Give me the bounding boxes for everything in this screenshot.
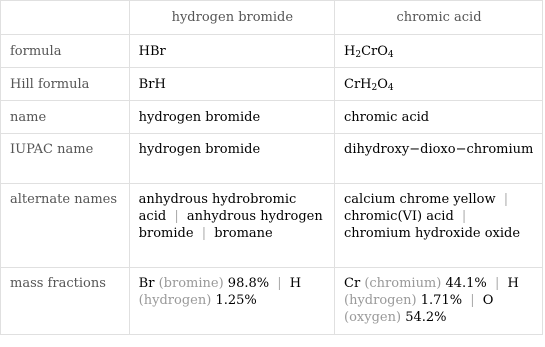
row-label-name: name xyxy=(1,101,130,134)
separator: | xyxy=(174,209,179,224)
hill-formula-chromic-acid xyxy=(335,68,543,101)
row-label-formula: formula xyxy=(1,35,130,68)
formula-hydrogen-bromide xyxy=(129,35,334,68)
row-label-alternate-names: alternate names xyxy=(1,184,130,268)
header-hydrogen-bromide: hydrogen bromide xyxy=(129,1,334,35)
mass-fraction-value: 44.1% xyxy=(445,276,487,291)
mass-fractions-chromic-acid xyxy=(335,268,543,335)
row-iupac-name xyxy=(1,134,543,184)
row-name xyxy=(1,101,543,134)
formula-text: HBr xyxy=(138,43,166,59)
hill-formula-hydrogen-bromide xyxy=(129,68,334,101)
iupac-name-hydrogen-bromide: hydrogen bromide xyxy=(129,134,334,184)
mass-fraction-value: 98.8% xyxy=(227,276,270,291)
formula-part: O xyxy=(377,76,388,92)
row-alternate-names xyxy=(1,184,543,268)
formula-part: CrH xyxy=(344,76,372,92)
alternate-name: anhydrous hydrogen bromide xyxy=(138,209,323,241)
element-name: (hydrogen) xyxy=(138,293,212,308)
element-symbol: H xyxy=(507,276,519,291)
header-row xyxy=(1,1,543,35)
formula-part: CrO xyxy=(361,43,388,59)
element-name: (hydrogen) xyxy=(344,293,417,308)
hill-formula-text: BrH xyxy=(138,76,166,92)
alternate-names-chromic-acid xyxy=(335,184,543,268)
name-chromic-acid: chromic acid xyxy=(335,101,543,134)
alternate-name: chromic(VI) acid xyxy=(344,209,454,224)
iupac-name-chromic-acid: dihydroxy−dioxo−chromium xyxy=(335,134,543,184)
element-name: (chromium) xyxy=(364,276,442,291)
separator: | xyxy=(503,192,509,207)
formula-subscript: 2 xyxy=(355,49,362,60)
row-label-iupac-name: IUPAC name xyxy=(1,134,130,184)
formula-subscript: 4 xyxy=(387,49,394,60)
mass-fraction-value: 1.25% xyxy=(215,293,257,308)
separator: | xyxy=(494,276,500,291)
element-symbol: Br xyxy=(138,276,155,291)
alternate-name: anhydrous hydrobromic acid xyxy=(138,192,297,224)
formula-part: H xyxy=(344,43,356,59)
mass-fractions-hydrogen-bromide xyxy=(129,268,334,335)
element-symbol: Cr xyxy=(344,276,361,291)
alternate-name: bromane xyxy=(214,226,273,241)
header-chromic-acid: chromic acid xyxy=(335,1,543,35)
formula-subscript: 4 xyxy=(387,82,394,93)
formula-subscript: 2 xyxy=(371,82,378,93)
mass-fraction-value: 54.2% xyxy=(405,310,447,325)
alternate-name: calcium chrome yellow xyxy=(344,192,496,207)
separator: | xyxy=(277,276,282,291)
row-mass-fractions xyxy=(1,268,543,335)
element-symbol: O xyxy=(482,293,494,308)
mass-fraction-value: 1.71% xyxy=(420,293,463,308)
row-label-hill-formula: Hill formula xyxy=(1,68,130,101)
header-empty-cell xyxy=(1,1,130,35)
element-name: (bromine) xyxy=(158,276,224,291)
row-label-mass-fractions: mass fractions xyxy=(1,268,130,335)
name-hydrogen-bromide: hydrogen bromide xyxy=(129,101,334,134)
separator: | xyxy=(201,226,207,241)
row-formula xyxy=(1,35,543,68)
alternate-names-hydrogen-bromide xyxy=(129,184,334,268)
formula-chromic-acid xyxy=(335,35,543,68)
row-hill-formula xyxy=(1,68,543,101)
element-symbol: H xyxy=(289,276,302,291)
alternate-name: chromium hydroxide oxide xyxy=(344,226,521,241)
separator: | xyxy=(461,209,467,224)
separator: | xyxy=(470,293,475,308)
element-name: (oxygen) xyxy=(344,310,402,325)
